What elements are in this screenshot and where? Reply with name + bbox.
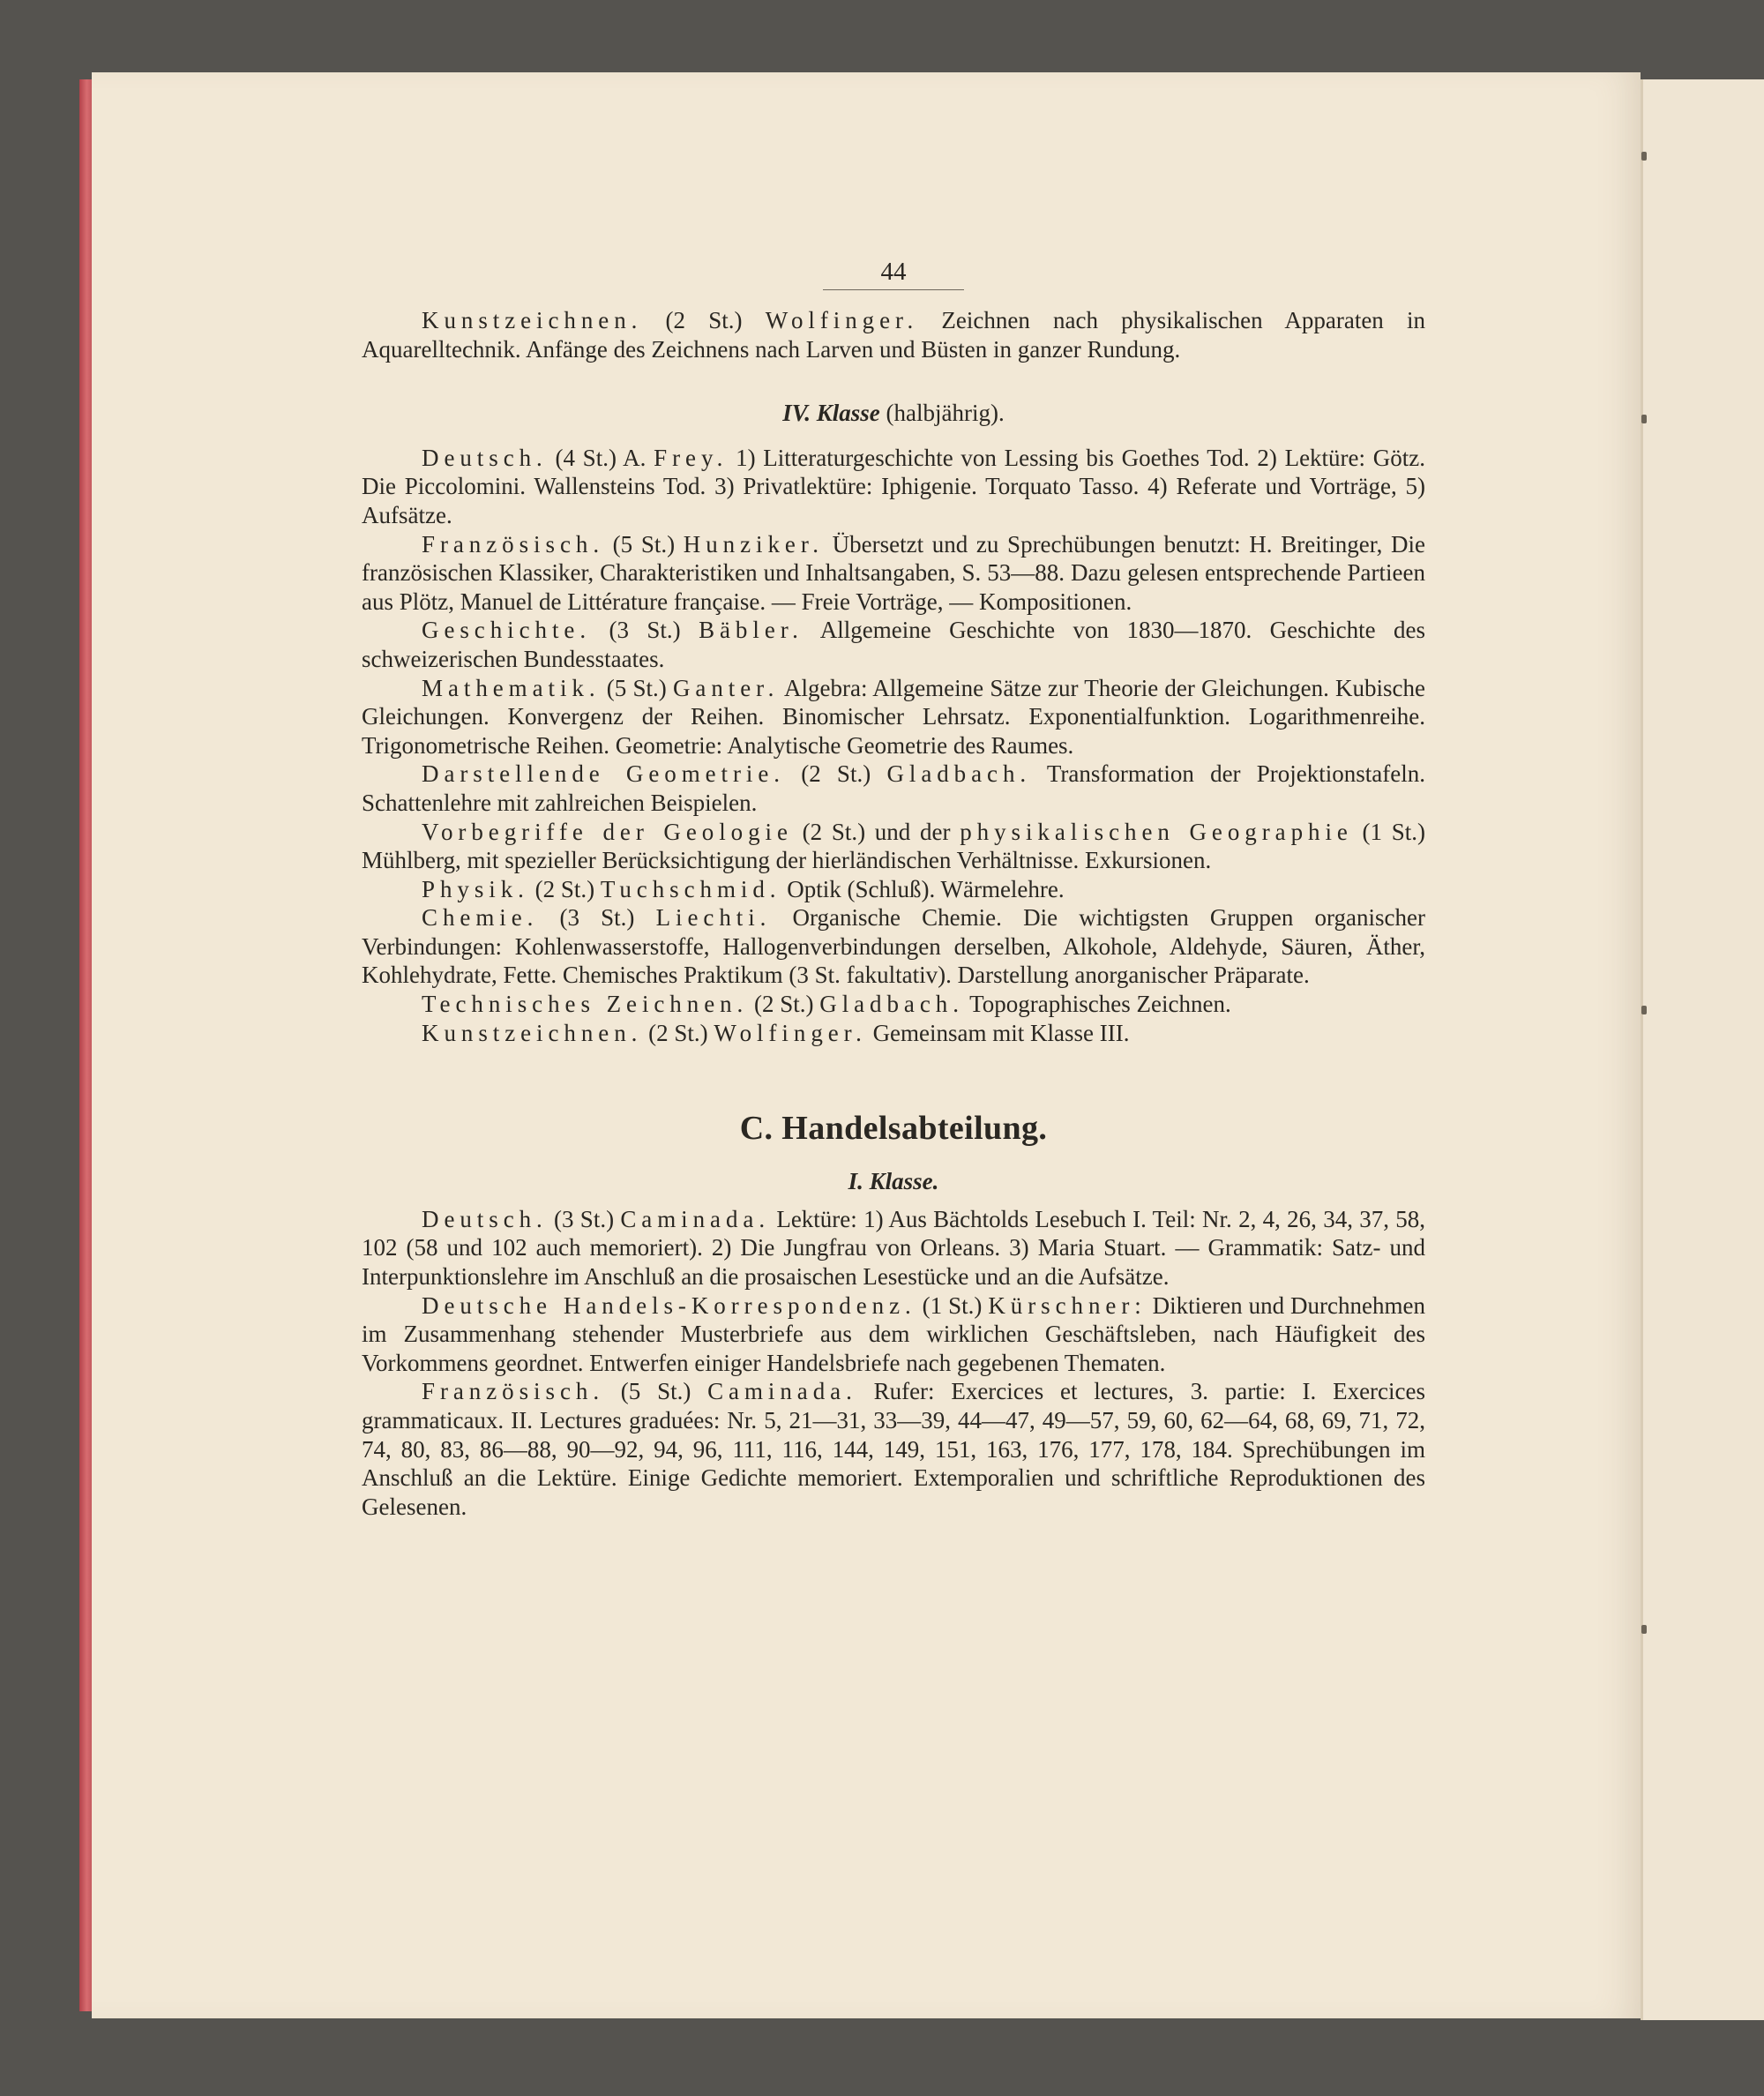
paragraph <box>362 1377 1425 1521</box>
gutter-mark <box>1641 1006 1647 1014</box>
paragraph-text: Topographisches Zeichnen. <box>963 991 1231 1018</box>
paragraph-text: 1) Litteraturgeschichte von Lessing bis Goethes Tod. 2) Lektüre: Götz. Die Piccolomini. Wallensteins Tod. 3) Privatlektüre: Iphigenie. Torquato Tasso. 4) Referate und Vorträge, 5) Aufsätze. <box>362 444 1425 528</box>
klasse-note: (halbjährig). <box>879 400 1005 427</box>
paragraph-text: (3 St.) <box>547 1205 621 1232</box>
facing-page-edge <box>1641 79 1764 2020</box>
paragraph <box>362 1291 1425 1378</box>
paragraph <box>362 674 1425 760</box>
paragraph-kunstzeichnen-iii <box>362 306 1425 363</box>
paragraph-text: (2 St.) <box>642 307 766 333</box>
teacher-name: Ganter. <box>672 674 780 701</box>
paragraph-text: (5 St.) <box>604 530 684 558</box>
teacher-name: Liechti. <box>655 904 772 932</box>
klasse-iv-paragraphs <box>362 444 1425 1047</box>
teacher-name: Gladbach. <box>819 991 964 1018</box>
subject-name: Deutsche Handels-Korrespondenz. <box>422 1291 916 1319</box>
subject-name: Deutsch. <box>422 444 548 471</box>
teacher-name: Wolfinger. <box>765 307 919 333</box>
paragraph-text: Transformation der Projektionstafeln. Schattenlehre mit zahlreichen Beispielen. <box>362 760 1425 816</box>
teacher-name: Wolfinger. <box>714 1019 867 1046</box>
page-edge <box>79 79 92 2011</box>
paragraph-text: Organische Chemie. Die wichtigsten Gruppen organischer Verbindungen: Kohlenwasserstoffe, Hallogenverbindungen derselben, Alkohole, Aldehyde, Säuren, Äther, Kohlehydrate, Fette. Chemisches Praktikum (3 St. fakultativ). Darstellung anorganischer Präparate. <box>362 904 1425 989</box>
paragraph-text: Diktieren und Durchnehmen im Zusammenhang stehender Musterbriefe aus dem wirklichen Geschäftsleben, nach Häufigkeit des Vorkommens geordnet. Entwerfen einiger Handelsbriefe nach gegebenen Thematen. <box>362 1291 1426 1376</box>
paragraph <box>362 875 1425 904</box>
paragraph-text: Übersetzt und zu Sprechübungen benutzt: H. Breitinger, Die französischen Klassiker, Charakteristiken und Inhaltsangaben, S. 53—88. Dazu gelesen entsprechende Partieen aus Plötz, Manuel de Littérature française. — Freie Vorträge, — Kompositionen. <box>362 530 1426 615</box>
subject-name: Technisches Zeichnen. <box>422 991 749 1018</box>
paragraph-text: Allgemeine Geschichte von 1830—1870. Geschichte des schweizerischen Bundesstaates. <box>362 617 1425 672</box>
teacher-name: Caminada. <box>620 1205 771 1232</box>
paragraph-text: (5 St.) <box>604 1378 708 1405</box>
klasse-title: IV. Klasse <box>782 400 880 427</box>
page-content <box>362 247 1425 1521</box>
subject-name: Kunstzeichnen. <box>422 307 643 333</box>
paragraph-text: (4 St.) A. <box>547 444 654 471</box>
paragraph-text: (3 St.) <box>538 904 656 932</box>
paragraph <box>362 444 1425 530</box>
gutter-mark <box>1641 1625 1647 1634</box>
klasse-heading <box>362 399 1425 428</box>
teacher-name: Gladbach. <box>886 760 1032 788</box>
subject-name: Französisch. <box>422 1378 605 1405</box>
paragraph-text: (2 St.) <box>528 875 601 902</box>
paragraph-text: Algebra: Allgemeine Sätze zur Theorie der Gleichungen. Kubische Gleichungen. Konvergenz der Reihen. Binomischer Lehrsatz. Exponentialfunktion. Logarithmenreihe. Trigonometrische Reihen. Geometrie: Analytische Geometrie des Raumes. <box>362 674 1426 759</box>
page-number: 44 <box>880 258 907 286</box>
subject-name: Chemie. <box>422 904 539 932</box>
paragraph <box>362 1019 1425 1048</box>
section-c-paragraphs <box>362 1205 1425 1522</box>
paragraph-text: (5 St.) <box>600 674 673 701</box>
gutter-mark <box>1641 415 1647 423</box>
subject-name: Geschichte. <box>422 617 592 644</box>
paragraph <box>362 990 1425 1019</box>
klasse-heading: I. Klasse. <box>848 1168 939 1195</box>
teacher-name: Caminada. <box>707 1378 857 1405</box>
paragraph <box>362 760 1425 817</box>
paragraph-text: (2 St.) <box>642 1019 714 1046</box>
paragraph-text: (2 St.) <box>784 760 887 788</box>
subject-name: Kunstzeichnen. <box>422 1019 643 1046</box>
paragraph-text: (2 St.) <box>748 991 820 1018</box>
paragraph-text: Rufer: Exercices et lectures, 3. partie: I. Exercices grammaticaux. II. Lectures graduées: Nr. 5, 21—31, 33—39, 44—47, 49—57, 59, 60, 62—64, 68, 69, 71, 72, 74, 80, 83, 86—88, 90—92, 94, 96, 111, 116, 144, 149, 151, 163, 176, 177, 178, 184. Sprechübungen im Anschluß an die Lektüre. Einige Gedichte memoriert. Extemporalien und schriftliche Reproduktionen des Gelesenen. <box>362 1378 1426 1520</box>
teacher-name: Hunziker. <box>683 530 824 558</box>
paragraph-text: Gemeinsam mit Klasse III. <box>866 1019 1130 1046</box>
teacher-name: Tuchschmid. <box>600 875 781 902</box>
page-number-rule <box>823 289 964 290</box>
paragraph-text: (1 St.) <box>916 1291 989 1319</box>
subject-name: Französisch. <box>422 530 605 558</box>
subject-name: Physik. <box>422 875 529 902</box>
paragraph <box>362 616 1425 673</box>
section-title: C. Handelsabteilung. <box>739 1110 1048 1148</box>
paragraph <box>362 818 1425 875</box>
paragraph-text: Zeichnen nach physikalischen Apparaten in Aquarelltechnik. Anfänge des Zeichnens nach Larven und Büsten in ganzer Rundung. <box>362 307 1426 363</box>
paragraph-text: Lektüre: 1) Aus Bächtolds Lesebuch I. Teil: Nr. 2, 4, 26, 34, 37, 58, 102 (58 und 102 auch memoriert). 2) Die Jungfrau von Orleans. 3) Maria Stuart. — Grammatik: Satz- und Interpunktionslehre im Anschluß an die prosaischen Lesestücke und an die Aufsätze. <box>362 1205 1426 1291</box>
teacher-name: physikalischen Geographie <box>960 818 1353 845</box>
teacher-name: Frey. <box>654 444 729 471</box>
gutter-mark <box>1641 152 1647 161</box>
paragraph-text: Optik (Schluß). Wärmelehre. <box>781 875 1065 902</box>
subject-name: Darstellende Geometrie. <box>422 760 785 788</box>
paragraph-text: (2 St.) und der <box>792 818 960 845</box>
paragraph <box>362 903 1425 990</box>
paragraph <box>362 1205 1425 1291</box>
paragraph-text: (1 St.) Mühlberg, mit spezieller Berücksichtigung der hierländischen Verhältnisse. Exkursionen. <box>362 818 1426 874</box>
subject-name: Mathematik. <box>422 674 601 701</box>
paragraph <box>362 530 1425 617</box>
teacher-name: Kürschner: <box>988 1291 1147 1319</box>
subject-name: Vorbegriffe der Geologie <box>422 818 793 845</box>
subject-name: Deutsch. <box>422 1205 548 1232</box>
teacher-name: Bäbler. <box>699 617 804 644</box>
paragraph-text: (3 St.) <box>591 617 699 644</box>
